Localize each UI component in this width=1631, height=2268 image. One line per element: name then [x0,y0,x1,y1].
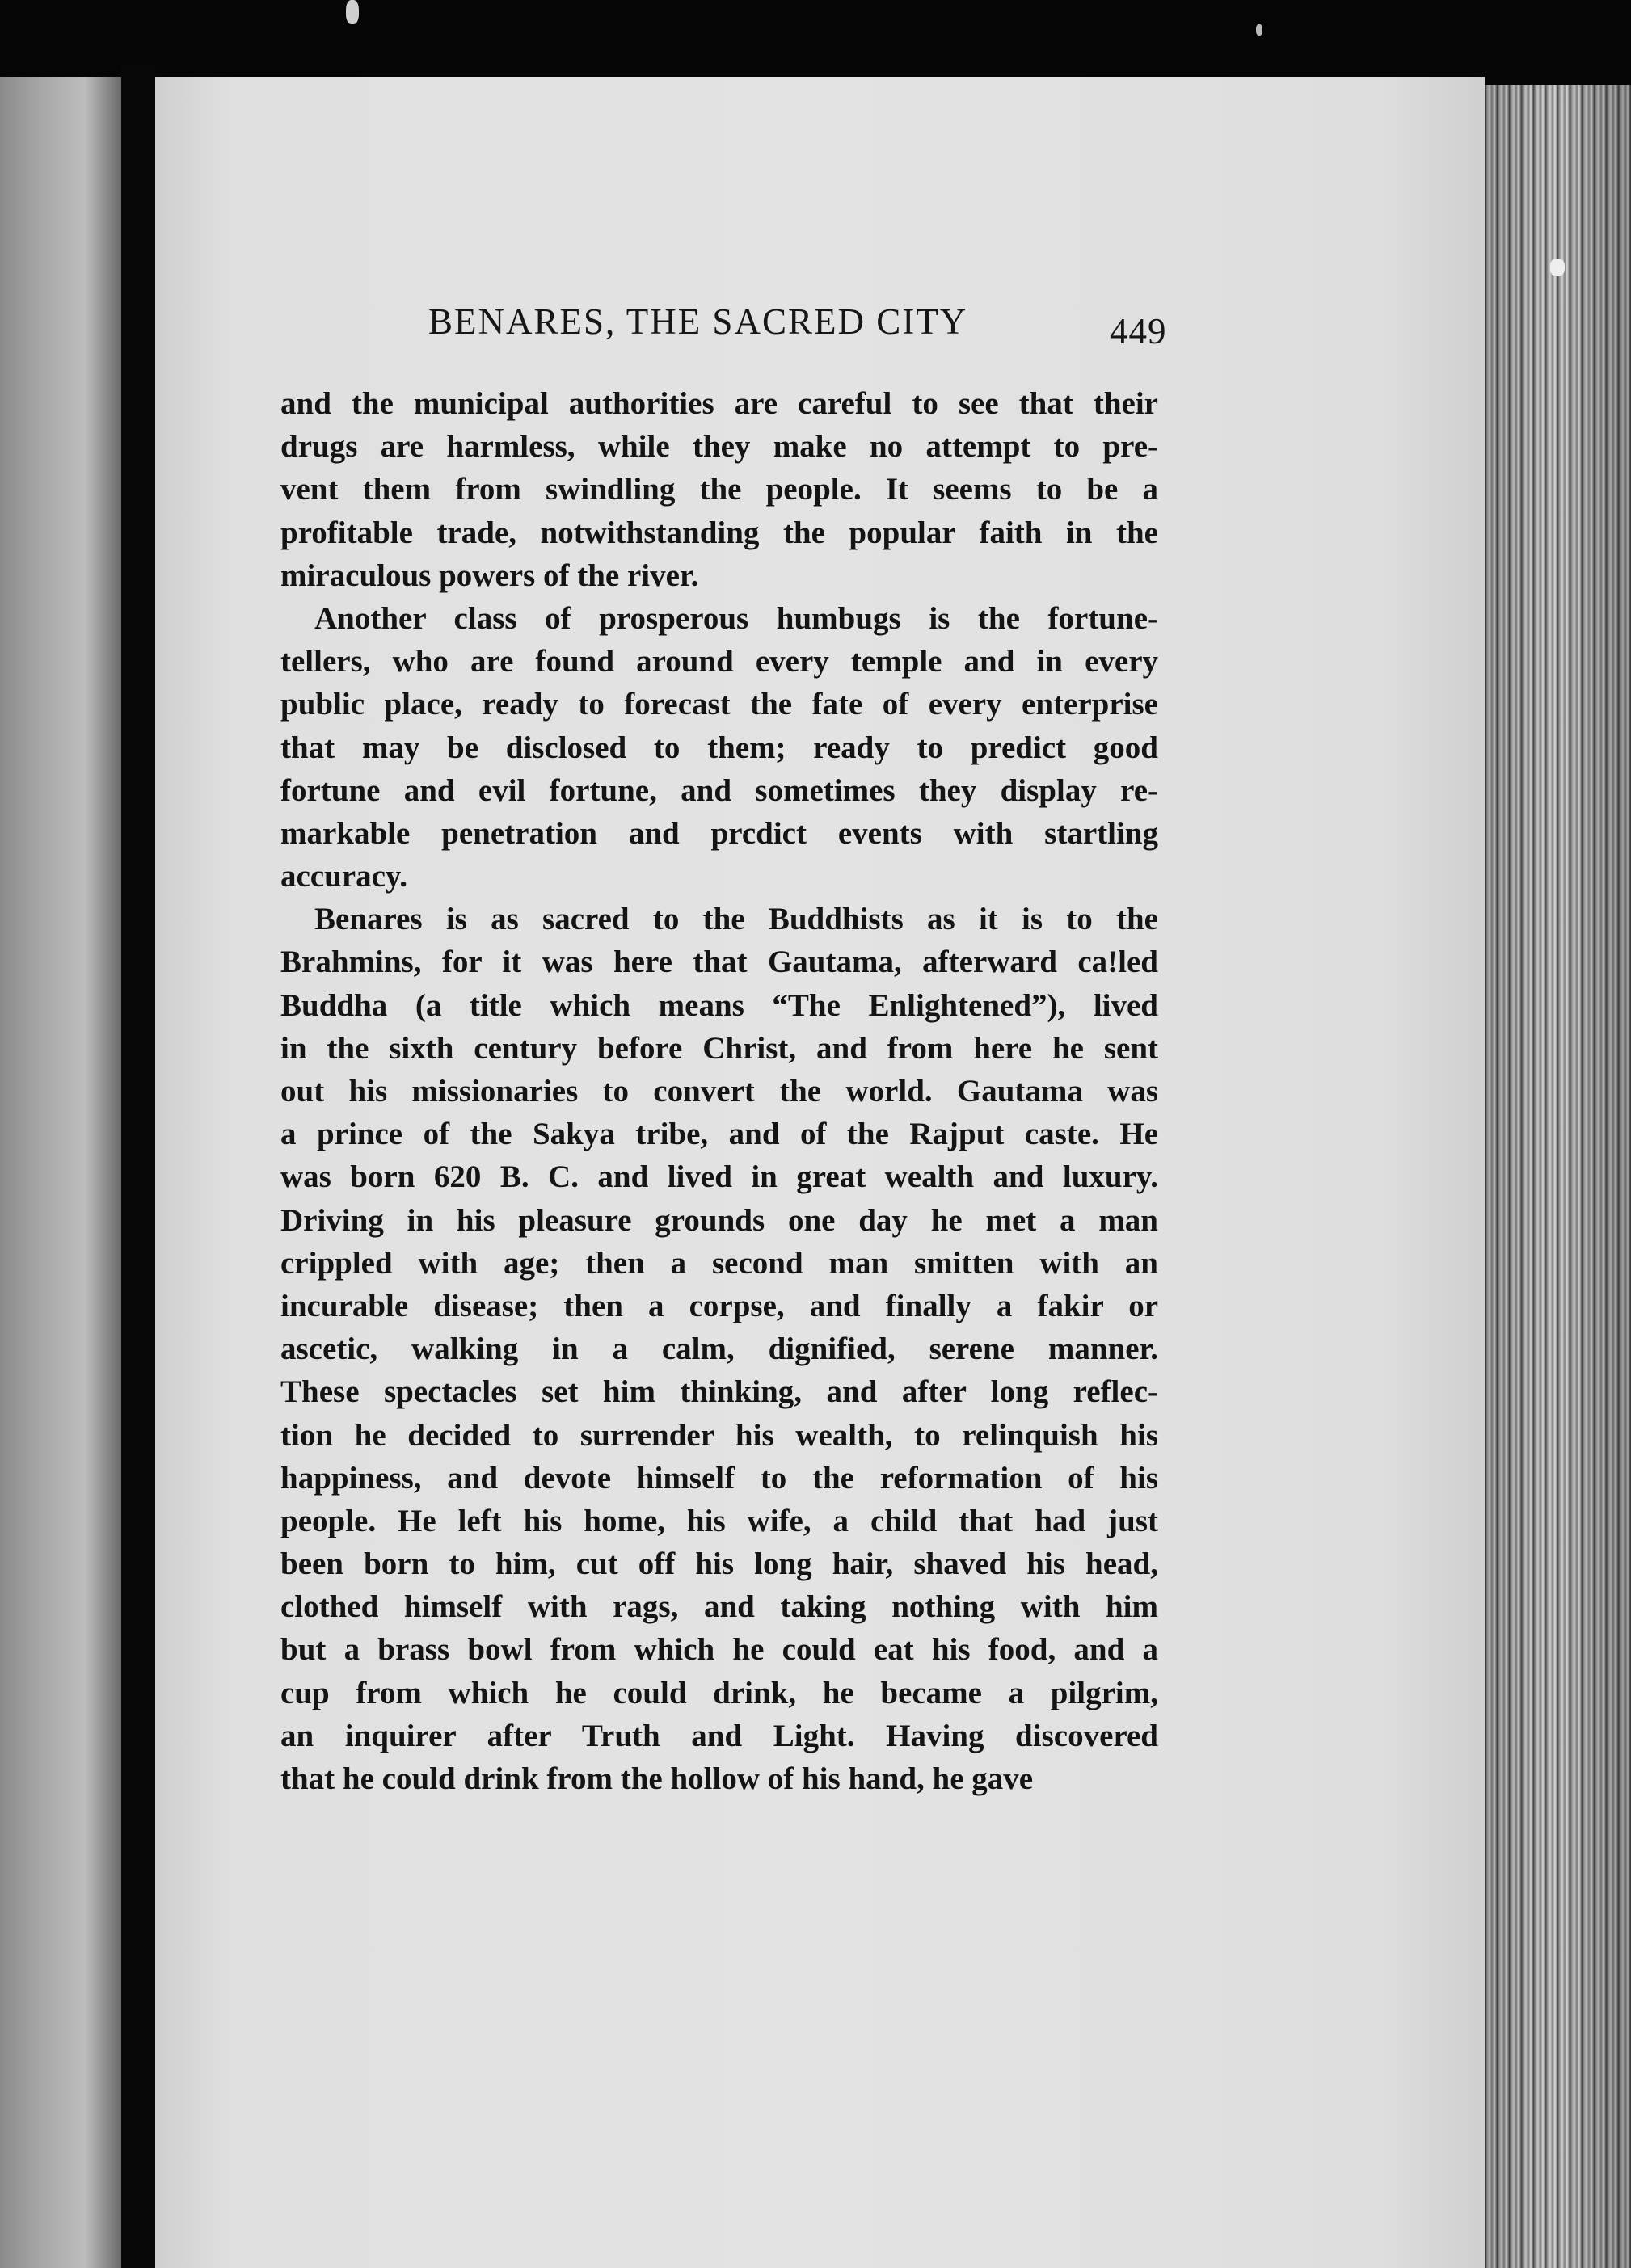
text-line: tion he decided to surrender his wealth, to relinquish his [280,1417,1158,1453]
scan-speck [346,0,359,24]
text-line: crippled with age; then a second man smitten with an [280,1245,1158,1281]
text-line: in the sixth century before Christ, and from here he sent [280,1030,1158,1066]
text-line: was born 620 B. C. and lived in great wealth and luxury. [280,1159,1158,1195]
scan-speck [1256,24,1262,36]
text-line: These spectacles set him thinking, and after long reflec- [280,1374,1158,1410]
text-line: public place, ready to forecast the fate of every enterprise [280,687,1158,722]
text-line: but a brass bowl from which he could eat his food, and a [280,1632,1158,1668]
text-line: Brahmins, for it was here that Gautama, afterward ca!led [280,945,1158,980]
scan-speck [1550,259,1565,276]
text-line: happiness, and devote himself to the reformation of his [280,1460,1158,1496]
text-line: Buddha (a title which means “The Enlightened”), lived [280,987,1158,1023]
running-head: BENARES, THE SACRED CITY [428,301,968,342]
text-line: out his missionaries to convert the world. Gautama was [280,1074,1158,1109]
text-line: Benares is as sacred to the Buddhists as it is to the [314,902,1158,937]
text-line: that may be disclosed to them; ready to predict good [280,730,1158,765]
text-line: vent them from swindling the people. It seems to be a [280,472,1158,507]
text-line: cup from which he could drink, he became a pilgrim, [280,1675,1158,1710]
stacked-page-edges [1485,85,1631,2268]
page-header [428,301,1172,357]
text-line: people. He left his home, his wife, a child that had just [280,1503,1158,1538]
text-line: tellers, who are found around every temple and in every [280,644,1158,680]
text-line: that he could drink from the hollow of his hand, he gave [280,1761,1034,1796]
text-line: incurable disease; then a corpse, and finally a fakir or [280,1288,1158,1323]
text-line: markable penetration and prcdict events with startling [280,815,1158,851]
text-line: miraculous powers of the river. [280,558,699,593]
facing-page-edge [0,77,121,2268]
text-line: Another class of prosperous humbugs is the fortune- [314,600,1158,636]
text-line: been born to him, cut off his long hair, shaved his head, [280,1546,1158,1582]
text-line: an inquirer after Truth and Light. Having discovered [280,1718,1158,1753]
text-line: drugs are harmless, while they make no attempt to pre- [280,429,1158,465]
text-line: fortune and evil fortune, and sometimes they display re- [280,772,1158,808]
binding-gutter [121,65,155,2268]
text-line: Driving in his pleasure grounds one day he met a man [280,1202,1158,1238]
text-line: profitable trade, notwithstanding the popular faith in the [280,515,1158,550]
page-number: 449 [1110,311,1167,351]
text-line: a prince of the Sakya tribe, and of the Rajput caste. He [280,1117,1158,1152]
body-text [280,382,1158,1800]
text-line: accuracy. [280,859,408,894]
text-line: and the municipal authorities are careful to see that their [280,386,1158,421]
text-line: clothed himself with rags, and taking nothing with him [280,1589,1158,1625]
text-line: ascetic, walking in a calm, dignified, serene manner. [280,1332,1158,1367]
